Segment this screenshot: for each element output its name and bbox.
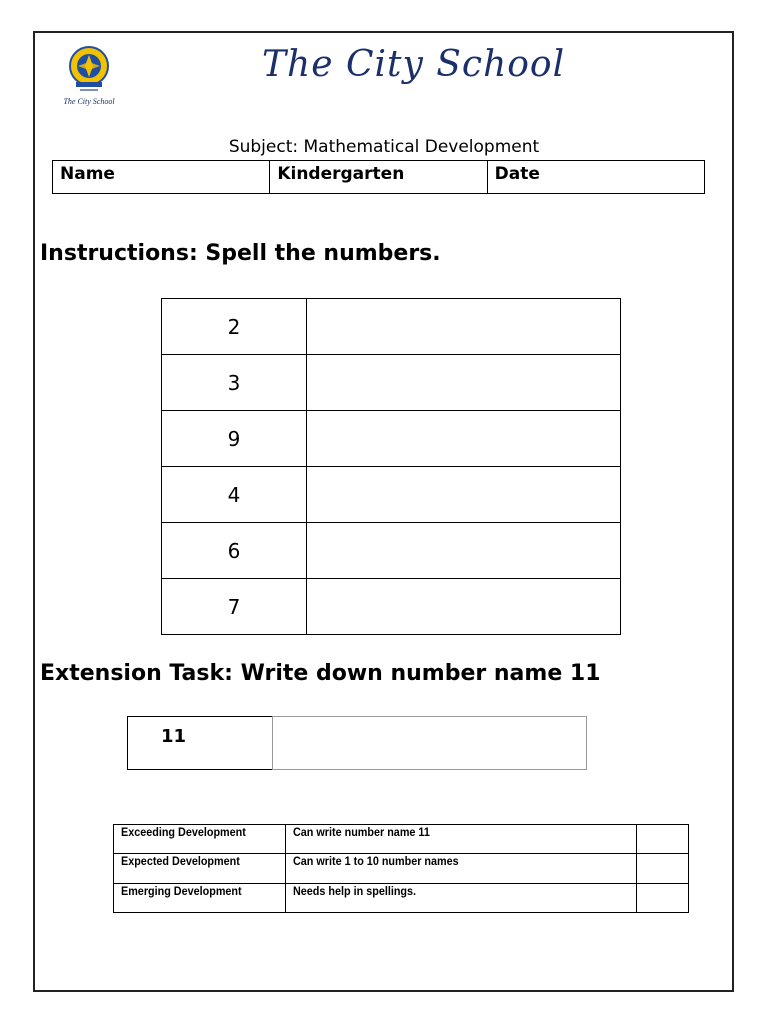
table-row [114,825,689,854]
class-field[interactable]: Kindergarten [270,161,487,194]
instructions-heading: Instructions: Spell the numbers. [40,241,441,266]
logo-caption: The City School [63,97,115,106]
table-row [162,579,621,635]
number-cell: 4 [162,467,307,523]
subject-line: Subject: Mathematical Development [228,137,540,157]
rubric-level: Emerging Development [114,883,286,912]
extension-number-cell: 11 [127,716,273,770]
extension-answer-cell[interactable] [272,716,587,770]
number-cell: 7 [162,579,307,635]
number-cell: 3 [162,355,307,411]
rubric-check-cell[interactable] [636,883,688,912]
number-cell: 9 [162,411,307,467]
table-row [162,523,621,579]
table-row [162,299,621,355]
rubric-check-cell[interactable] [636,854,688,883]
spell-numbers-table [161,298,621,635]
number-cell: 2 [162,299,307,355]
table-row [114,883,689,912]
answer-cell[interactable] [307,523,621,579]
answer-cell[interactable] [307,579,621,635]
rubric-check-cell[interactable] [636,825,688,854]
answer-cell[interactable] [307,467,621,523]
assessment-rubric-table [113,824,689,913]
rubric-level: Expected Development [114,854,286,883]
rubric-criterion: Needs help in spellings. [285,883,636,912]
number-cell: 6 [162,523,307,579]
answer-cell[interactable] [307,411,621,467]
student-info-table [52,160,705,194]
table-row [162,411,621,467]
table-row [162,467,621,523]
answer-cell[interactable] [307,355,621,411]
rubric-criterion: Can write 1 to 10 number names [285,854,636,883]
date-field[interactable]: Date [487,161,704,194]
rubric-criterion: Can write number name 11 [285,825,636,854]
rubric-level: Exceeding Development [114,825,286,854]
name-field[interactable]: Name [53,161,270,194]
school-title: The City School [262,44,566,85]
table-row [162,355,621,411]
extension-task-heading: Extension Task: Write down number name 11 [40,661,601,686]
table-row [114,854,689,883]
answer-cell[interactable] [307,299,621,355]
